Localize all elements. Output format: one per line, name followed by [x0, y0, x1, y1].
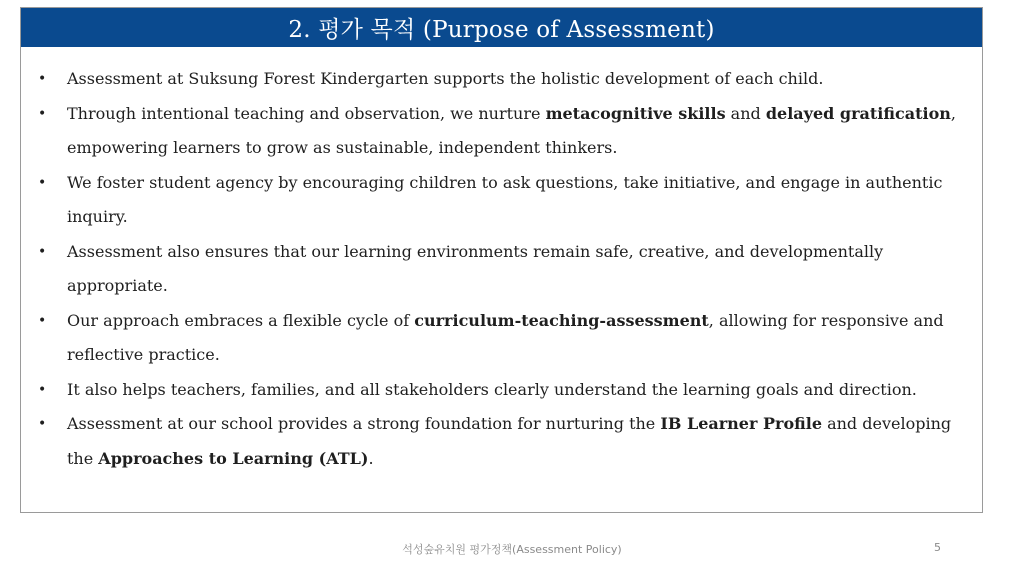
bullet-icon: •: [38, 416, 47, 432]
bullet-bold-text: IB Learner Profile: [660, 414, 822, 433]
bullet-icon: •: [38, 243, 47, 260]
bullet-text: We foster student agency by encouraging children to ask questions, take initiative, and engage in authentic inquiry.: [67, 172, 943, 226]
bullet-item-ib-learner-profile: [21, 407, 982, 476]
bullet-icon: •: [38, 71, 47, 87]
slide-title: 2. 평가 목적 (Purpose of Assessment): [288, 17, 715, 43]
bullet-text: It also helps teachers, families, and all stakeholders clearly understand the learning goals and direction.: [67, 379, 917, 399]
bullet-icon: •: [38, 312, 47, 329]
bullet-text: Assessment also ensures that our learning environments remain safe, creative, and developmentally appropriate.: [67, 241, 884, 295]
bullet-item-stakeholders: [21, 373, 982, 408]
bullet-icon: •: [38, 174, 47, 191]
bullet-icon: •: [38, 381, 47, 398]
bullet-bold-text: Approaches to Learning (ATL): [98, 448, 369, 468]
bullet-bold-text: delayed gratification: [765, 103, 951, 123]
bullet-bold-text: curriculum-teaching-assessment: [414, 310, 709, 330]
bullet-text: and: [725, 103, 766, 123]
bullet-item-student-agency: [21, 166, 982, 235]
bullet-text: , allowing for responsive and reflective practice.: [67, 310, 944, 364]
bullet-text: and developing the: [67, 414, 952, 468]
slide-title-bar: [21, 8, 982, 47]
bullet-text: .: [368, 448, 374, 468]
bullet-icon: •: [38, 105, 47, 122]
slide-content-frame: [20, 7, 983, 513]
bullet-bold-text: metacognitive skills: [545, 103, 726, 123]
bullet-text: Assessment at Suksung Forest Kindergarten supports the holistic development of each child.: [67, 69, 824, 88]
bullet-item-learning-environments: [21, 235, 982, 304]
bullet-item-metacognitive-skills: [21, 97, 982, 166]
bullet-item-holistic-development: [21, 62, 982, 97]
bullet-text: , empowering learners to grow as sustainable, independent thinkers.: [67, 103, 956, 157]
page-number: 5: [934, 541, 941, 554]
bullet-text: Our approach embraces a flexible cycle of: [67, 310, 415, 330]
bullet-text: Assessment at our school provides a strong foundation for nurturing the: [67, 414, 661, 433]
slide-footer: 석성숲유치원 평가정책(Assessment Policy): [402, 543, 622, 556]
bullet-list: [21, 62, 982, 476]
bullet-item-flexible-cycle: [21, 304, 982, 373]
bullet-text: Through intentional teaching and observation, we nurture: [67, 103, 546, 123]
